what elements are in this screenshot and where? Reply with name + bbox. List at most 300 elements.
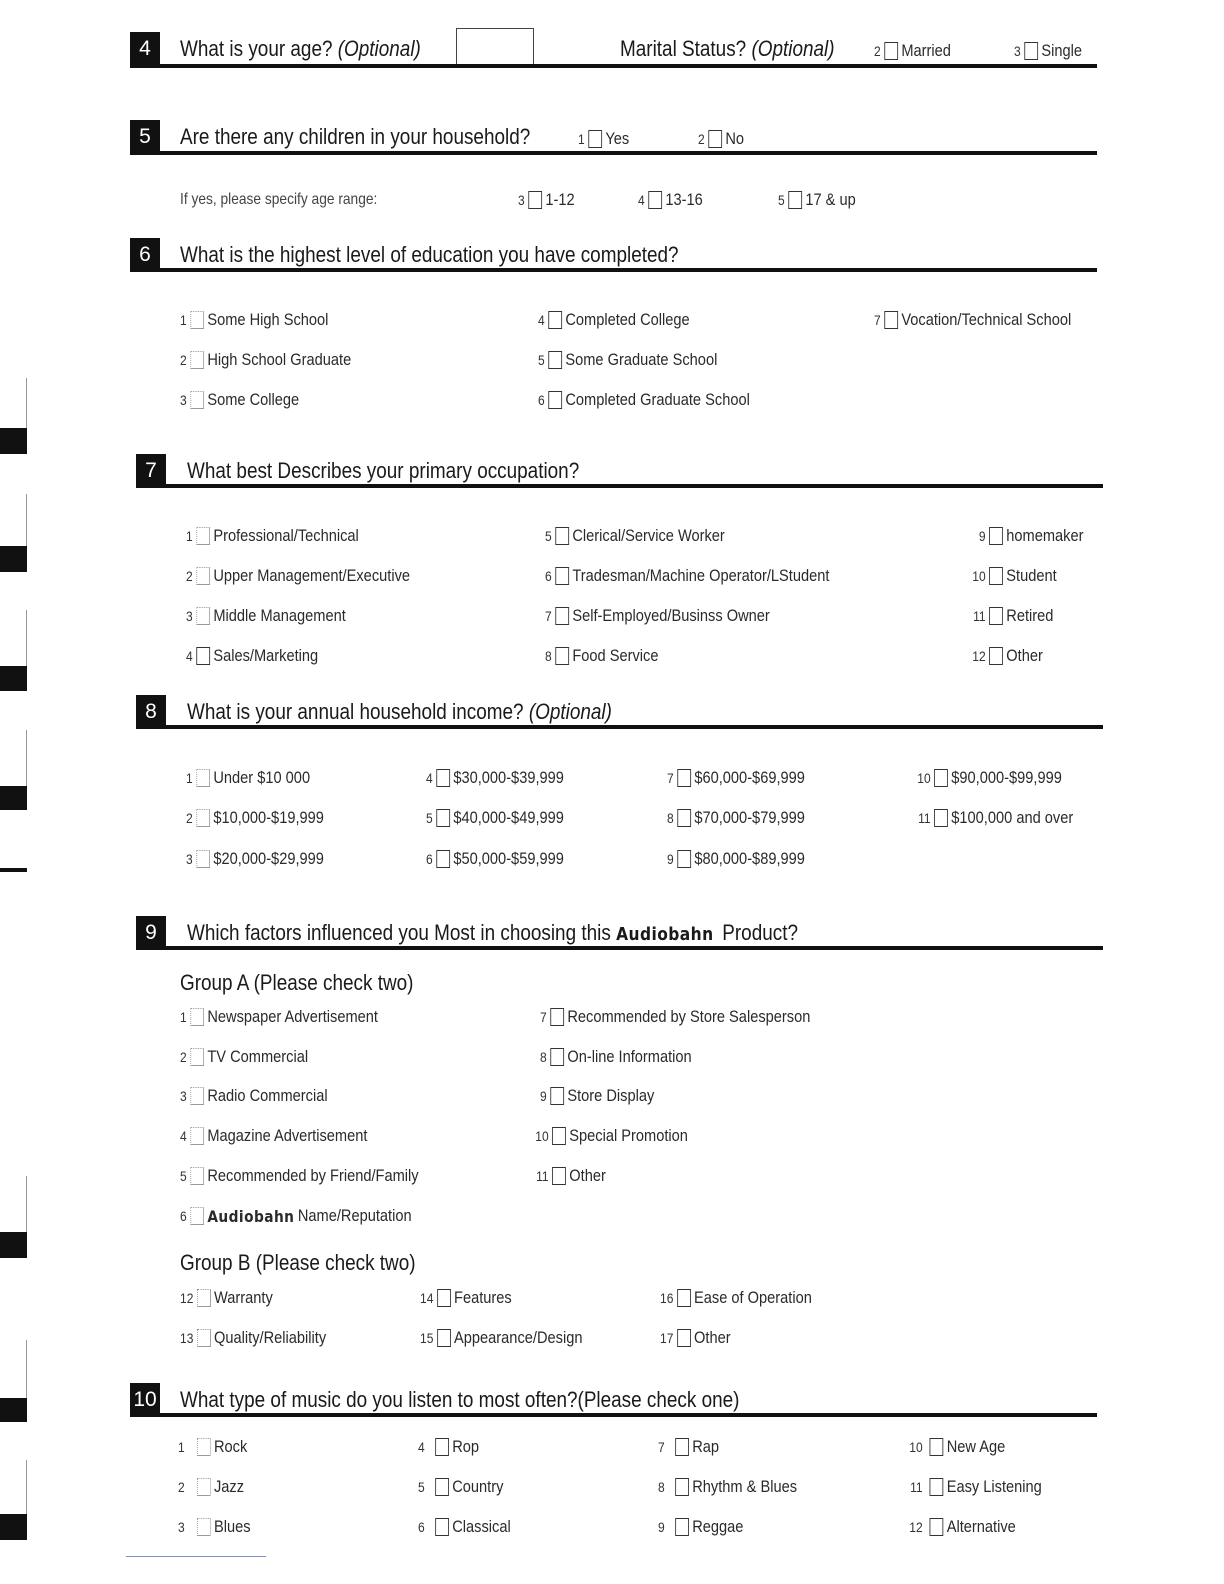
option-income-2[interactable]	[186, 805, 324, 831]
option-single[interactable]	[1014, 38, 1082, 64]
marital-text: Marital Status?	[620, 36, 747, 61]
checkbox[interactable]	[930, 1518, 944, 1536]
option-label: Professional/Technical	[213, 526, 359, 545]
option-features[interactable]	[420, 1285, 512, 1311]
option-label: Blues	[213, 1517, 251, 1536]
option-label: Food Service	[572, 646, 659, 665]
option-ease-of-operation[interactable]	[660, 1285, 812, 1311]
option-friend-family[interactable]	[180, 1163, 419, 1189]
checkbox[interactable]	[196, 647, 210, 665]
option-label: $100,000 and over	[951, 808, 1074, 827]
option-number: 1	[178, 1439, 185, 1455]
checkbox[interactable]	[436, 769, 450, 787]
checkbox[interactable]	[190, 1008, 204, 1026]
option-number: 10	[909, 1439, 923, 1455]
option-rop[interactable]	[418, 1434, 479, 1460]
option-label: Name/Reputation	[297, 1206, 412, 1225]
option-number: 3	[186, 608, 193, 624]
question-title: What type of music do you listen to most often?(Please check one)	[180, 1387, 740, 1412]
option-number: 2	[874, 43, 881, 59]
checkbox[interactable]	[555, 607, 569, 625]
option-number: 7	[874, 312, 881, 328]
checkbox[interactable]	[437, 1329, 451, 1347]
checkbox[interactable]	[675, 1478, 689, 1496]
option-number: 13	[180, 1330, 194, 1346]
option-store-display[interactable]	[540, 1083, 654, 1109]
question-number: 5	[130, 120, 160, 154]
question-number: 10	[130, 1383, 160, 1417]
option-homemaker[interactable]	[965, 523, 1083, 549]
option-some-graduate-school[interactable]	[538, 347, 717, 373]
option-label: Some College	[207, 390, 300, 409]
option-number: 10	[972, 568, 986, 584]
option-label: $30,000-$39,999	[453, 768, 564, 787]
option-number: 2	[180, 1049, 187, 1065]
option-label: Middle Management	[213, 606, 346, 625]
option-label: Completed College	[565, 310, 690, 329]
section-rule	[130, 268, 1097, 272]
option-number: 12	[180, 1290, 194, 1306]
option-number: 3	[518, 192, 525, 208]
option-label: 1-12	[545, 190, 575, 209]
option-label: Special Promotion	[569, 1126, 688, 1145]
option-label: Vocation/Technical School	[901, 310, 1072, 329]
checkbox[interactable]	[436, 850, 450, 868]
option-number: 15	[420, 1330, 434, 1346]
option-income-1[interactable]	[186, 765, 310, 791]
checkbox[interactable]	[436, 809, 450, 827]
option-number: 1	[180, 312, 187, 328]
option-quality-reliability[interactable]	[180, 1325, 326, 1351]
checkbox[interactable]	[555, 647, 569, 665]
bottom-rule	[126, 1556, 266, 1557]
option-number: 5	[545, 528, 552, 544]
checkbox[interactable]	[197, 1329, 211, 1347]
option-label: Self-Employed/Businss Owner	[572, 606, 770, 625]
checkbox[interactable]	[190, 351, 204, 369]
option-reggae[interactable]	[658, 1514, 743, 1540]
option-sales-marketing[interactable]	[186, 643, 318, 669]
checkbox[interactable]	[190, 1087, 204, 1105]
option-some-college[interactable]	[180, 387, 299, 413]
question-title: Are there any children in your household?	[180, 124, 531, 149]
marital-status-label	[620, 34, 835, 64]
option-number: 8	[545, 648, 552, 664]
option-number: 14	[420, 1290, 434, 1306]
option-alternative[interactable]	[902, 1514, 1016, 1540]
option-label: High School Graduate	[207, 350, 352, 369]
checkbox[interactable]	[989, 567, 1003, 585]
option-number: 10	[917, 770, 931, 786]
checkbox[interactable]	[675, 1438, 689, 1456]
option-label: Easy Listening	[946, 1477, 1042, 1496]
option-tradesman[interactable]	[545, 563, 829, 589]
question-number: 7	[136, 454, 166, 488]
option-label: Newspaper Advertisement	[207, 1007, 379, 1026]
option-number: 5	[778, 192, 785, 208]
option-online-information[interactable]	[540, 1044, 692, 1070]
checkbox[interactable]	[197, 1289, 211, 1307]
option-number: 3	[178, 1519, 185, 1535]
option-rap[interactable]	[658, 1434, 719, 1460]
checkbox[interactable]	[196, 567, 210, 585]
checkbox[interactable]	[190, 391, 204, 409]
option-number: 7	[540, 1009, 547, 1025]
option-label: Magazine Advertisement	[207, 1126, 368, 1145]
option-number: 2	[186, 810, 193, 826]
checkbox[interactable]	[677, 809, 691, 827]
option-blues[interactable]	[178, 1514, 251, 1540]
option-student[interactable]	[965, 563, 1057, 589]
option-classical[interactable]	[418, 1514, 511, 1540]
option-label: Classical	[452, 1517, 511, 1536]
option-label: Completed Graduate School	[565, 390, 750, 409]
option-number: 4	[418, 1439, 425, 1455]
option-label: Rock	[213, 1437, 248, 1456]
optional-note: (Optional)	[751, 36, 835, 61]
section-rule	[136, 725, 1103, 729]
option-label: Rap	[692, 1437, 720, 1456]
checkbox[interactable]	[435, 1438, 449, 1456]
option-number: 5	[426, 810, 433, 826]
question-number: 6	[130, 238, 160, 272]
option-number: 7	[545, 608, 552, 624]
option-radio-commercial[interactable]	[180, 1083, 328, 1109]
option-label: Reggae	[692, 1517, 744, 1536]
option-number: 2	[180, 352, 187, 368]
option-number: 6	[418, 1519, 425, 1535]
option-label: Ease of Operation	[694, 1288, 812, 1307]
option-completed-graduate-school[interactable]	[538, 387, 750, 413]
option-label: On-line Information	[567, 1047, 692, 1066]
option-number: 3	[1014, 43, 1021, 59]
option-number: 12	[909, 1519, 923, 1535]
question-title: What is the highest level of education you have completed?	[180, 242, 679, 267]
option-label: No	[725, 129, 745, 148]
checkbox[interactable]	[548, 311, 562, 329]
option-label: 17 & up	[805, 190, 856, 209]
option-other[interactable]	[965, 643, 1043, 669]
checkbox[interactable]	[196, 527, 210, 545]
checkbox[interactable]	[196, 607, 210, 625]
age-range-prompt: If yes, please specify age range:	[180, 191, 378, 208]
option-label: Other	[1006, 646, 1043, 665]
question-text: What is your annual household income?	[187, 699, 524, 724]
checkbox[interactable]	[677, 1289, 691, 1307]
option-income-5[interactable]	[426, 805, 564, 831]
checkbox[interactable]	[675, 1518, 689, 1536]
option-clerical-service-worker[interactable]	[545, 523, 725, 549]
option-label: Clerical/Service Worker	[572, 526, 725, 545]
option-age-13-16[interactable]	[638, 187, 703, 213]
optional-note: (Optional)	[528, 699, 612, 724]
option-number: 3	[186, 851, 193, 867]
option-number: 1	[186, 528, 193, 544]
option-number: 8	[540, 1049, 547, 1065]
checkbox[interactable]	[934, 809, 948, 827]
option-number: 11	[910, 1479, 923, 1495]
option-label: Rop	[452, 1437, 480, 1456]
option-label: $60,000-$69,999	[694, 768, 805, 787]
checkbox[interactable]	[555, 527, 569, 545]
option-brand-name[interactable]	[180, 1203, 412, 1229]
checkbox[interactable]	[550, 1087, 564, 1105]
question-title	[180, 34, 421, 64]
checkbox[interactable]	[930, 1478, 944, 1496]
option-label: Student	[1006, 566, 1057, 585]
section-rule	[136, 946, 1103, 950]
option-married[interactable]	[874, 38, 951, 64]
checkbox[interactable]	[548, 391, 562, 409]
option-income-8[interactable]	[667, 805, 805, 831]
checkbox[interactable]	[196, 850, 210, 868]
checkbox[interactable]	[552, 1127, 566, 1145]
checkbox[interactable]	[548, 351, 562, 369]
option-income-4[interactable]	[426, 765, 564, 791]
option-number: 4	[638, 192, 645, 208]
option-new-age[interactable]	[902, 1434, 1005, 1460]
option-income-3[interactable]	[186, 846, 324, 872]
option-number: 4	[538, 312, 545, 328]
option-easy-listening[interactable]	[902, 1474, 1042, 1500]
option-label: Warranty	[214, 1288, 273, 1307]
option-warranty[interactable]	[180, 1285, 273, 1311]
section-rule	[130, 151, 1097, 155]
checkbox[interactable]	[550, 1008, 564, 1026]
option-income-6[interactable]	[426, 846, 564, 872]
option-label: $50,000-$59,999	[453, 849, 564, 868]
option-label: Sales/Marketing	[213, 646, 319, 665]
section-rule	[136, 484, 1103, 488]
option-other-b[interactable]	[660, 1325, 731, 1351]
option-label: Features	[454, 1288, 512, 1307]
checkbox[interactable]	[677, 1329, 691, 1347]
checkbox[interactable]	[788, 191, 802, 209]
age-input[interactable]	[456, 28, 534, 65]
option-number: 8	[658, 1479, 665, 1495]
option-food-service[interactable]	[545, 643, 658, 669]
question-number: 4	[130, 32, 160, 66]
checkbox[interactable]	[588, 130, 602, 148]
checkbox[interactable]	[989, 647, 1003, 665]
option-number: 2	[186, 568, 193, 584]
option-number: 6	[180, 1208, 187, 1224]
option-label: $10,000-$19,999	[213, 808, 324, 827]
checkbox[interactable]	[1024, 42, 1038, 60]
option-label: Tradesman/Machine Operator/LStudent	[572, 566, 830, 585]
checkbox[interactable]	[196, 769, 210, 787]
question-text-end: Product?	[722, 920, 798, 945]
option-number: 6	[426, 851, 433, 867]
section-rule	[130, 64, 1097, 68]
checkbox[interactable]	[934, 769, 948, 787]
option-label: Single	[1041, 41, 1082, 60]
option-age-17-up[interactable]	[778, 187, 856, 213]
option-income-10[interactable]	[910, 765, 1062, 791]
option-number: 6	[538, 392, 545, 408]
question-text: What is your age?	[180, 36, 333, 61]
option-number: 9	[658, 1519, 665, 1535]
option-label: $90,000-$99,999	[951, 768, 1062, 787]
option-upper-management[interactable]	[186, 563, 410, 589]
checkbox[interactable]	[708, 130, 722, 148]
group-a-heading: Group A (Please check two)	[180, 970, 414, 995]
option-income-7[interactable]	[667, 765, 805, 791]
option-number: 5	[418, 1479, 425, 1495]
checkbox[interactable]	[528, 191, 542, 209]
option-magazine[interactable]	[180, 1123, 367, 1149]
checkbox[interactable]	[190, 1127, 204, 1145]
checkbox[interactable]	[552, 1167, 566, 1185]
option-label: $40,000-$49,999	[453, 808, 564, 827]
option-number: 4	[180, 1128, 187, 1144]
option-income-11[interactable]	[910, 805, 1073, 831]
option-number: 2	[178, 1479, 185, 1495]
checkbox[interactable]	[555, 567, 569, 585]
option-retired[interactable]	[965, 603, 1053, 629]
option-number: 7	[658, 1439, 665, 1455]
checkbox[interactable]	[437, 1289, 451, 1307]
option-number: 1	[180, 1009, 187, 1025]
option-high-school-graduate[interactable]	[180, 347, 351, 373]
option-label: Recommended by Friend/Family	[207, 1166, 419, 1185]
option-label: Some Graduate School	[565, 350, 718, 369]
checkbox[interactable]	[435, 1478, 449, 1496]
option-label: TV Commercial	[207, 1047, 309, 1066]
option-number: 3	[180, 1088, 187, 1104]
option-label: Retired	[1006, 606, 1054, 625]
checkbox[interactable]	[435, 1518, 449, 1536]
brand-logo: Audiobahn	[207, 1206, 295, 1226]
option-label: Store Display	[567, 1086, 655, 1105]
checkbox[interactable]	[989, 607, 1003, 625]
option-label: Jazz	[213, 1477, 245, 1496]
option-label: $80,000-$89,999	[694, 849, 805, 868]
option-number: 4	[186, 648, 193, 664]
option-rhythm-blues[interactable]	[658, 1474, 797, 1500]
option-store-salesperson[interactable]	[540, 1004, 810, 1030]
option-other-a[interactable]	[528, 1163, 606, 1189]
option-number: 3	[180, 392, 187, 408]
question-title: What best Describes your primary occupation?	[187, 458, 580, 483]
option-label: Recommended by Store Salesperson	[567, 1007, 811, 1026]
checkbox[interactable]	[648, 191, 662, 209]
option-completed-college[interactable]	[538, 307, 690, 333]
option-label: 13-16	[665, 190, 703, 209]
option-age-1-12[interactable]	[518, 187, 575, 213]
option-label: Other	[569, 1166, 606, 1185]
checkbox[interactable]	[989, 527, 1003, 545]
option-number: 5	[180, 1168, 187, 1184]
option-some-high-school[interactable]	[180, 307, 328, 333]
checkbox[interactable]	[190, 1167, 204, 1185]
option-vocation-technical-school[interactable]	[874, 307, 1071, 333]
option-country[interactable]	[418, 1474, 503, 1500]
option-middle-management[interactable]	[186, 603, 346, 629]
option-number: 9	[667, 851, 674, 867]
option-number: 2	[698, 131, 705, 147]
option-label: Under $10 000	[213, 768, 311, 787]
option-number: 5	[538, 352, 545, 368]
option-number: 7	[667, 770, 674, 786]
checkbox[interactable]	[677, 850, 691, 868]
option-number: 10	[535, 1128, 549, 1144]
option-label: Radio Commercial	[207, 1086, 328, 1105]
option-number: 1	[186, 770, 193, 786]
option-no[interactable]	[698, 126, 744, 152]
option-label: Upper Management/Executive	[213, 566, 411, 585]
question-number: 8	[136, 695, 166, 729]
option-label: Country	[452, 1477, 504, 1496]
option-label: $70,000-$79,999	[694, 808, 805, 827]
option-number: 12	[972, 648, 986, 664]
optional-note: (Optional)	[337, 36, 421, 61]
question-text: Which factors influenced you Most in choosing this	[187, 920, 611, 945]
option-number: 6	[545, 568, 552, 584]
checkbox[interactable]	[884, 311, 898, 329]
section-rule	[130, 1413, 1097, 1417]
option-label: homemaker	[1006, 526, 1084, 545]
brand-logo: Audiobahn	[616, 924, 714, 945]
checkbox[interactable]	[197, 1438, 211, 1456]
checkbox[interactable]	[190, 311, 204, 329]
option-self-employed[interactable]	[545, 603, 770, 629]
option-label: Some High School	[207, 310, 329, 329]
option-label: Married	[901, 41, 951, 60]
checkbox[interactable]	[197, 1518, 211, 1536]
option-number: 11	[973, 608, 986, 624]
option-number: 11	[536, 1168, 549, 1184]
checkbox[interactable]	[677, 769, 691, 787]
option-number: 9	[540, 1088, 547, 1104]
checkbox[interactable]	[550, 1048, 564, 1066]
question-number: 9	[136, 916, 166, 950]
option-number: 17	[660, 1330, 674, 1346]
option-number: 16	[660, 1290, 674, 1306]
checkbox[interactable]	[930, 1438, 944, 1456]
group-b-heading: Group B (Please check two)	[180, 1250, 416, 1275]
option-income-9[interactable]	[667, 846, 805, 872]
option-label: Rhythm & Blues	[692, 1477, 798, 1496]
option-tv-commercial[interactable]	[180, 1044, 308, 1070]
option-label: Appearance/Design	[454, 1328, 583, 1347]
option-number: 1	[578, 131, 585, 147]
option-special-promotion[interactable]	[528, 1123, 688, 1149]
option-label: Yes	[605, 129, 630, 148]
option-label: Other	[694, 1328, 731, 1347]
checkbox[interactable]	[196, 809, 210, 827]
option-number: 8	[667, 810, 674, 826]
question-title	[187, 697, 612, 727]
option-label: $20,000-$29,999	[213, 849, 324, 868]
option-rock[interactable]	[178, 1434, 247, 1460]
option-label: Alternative	[946, 1517, 1016, 1536]
option-professional-technical[interactable]	[186, 523, 359, 549]
checkbox[interactable]	[190, 1207, 204, 1225]
checkbox[interactable]	[884, 42, 898, 60]
option-number: 11	[918, 810, 931, 826]
option-yes[interactable]	[578, 126, 629, 152]
option-newspaper[interactable]	[180, 1004, 378, 1030]
checkbox[interactable]	[197, 1478, 211, 1496]
checkbox[interactable]	[190, 1048, 204, 1066]
option-number: 9	[978, 528, 986, 544]
option-label: Quality/Reliability	[214, 1328, 327, 1347]
option-appearance-design[interactable]	[420, 1325, 582, 1351]
option-label: New Age	[946, 1437, 1006, 1456]
option-jazz[interactable]	[178, 1474, 244, 1500]
option-number: 4	[426, 770, 433, 786]
